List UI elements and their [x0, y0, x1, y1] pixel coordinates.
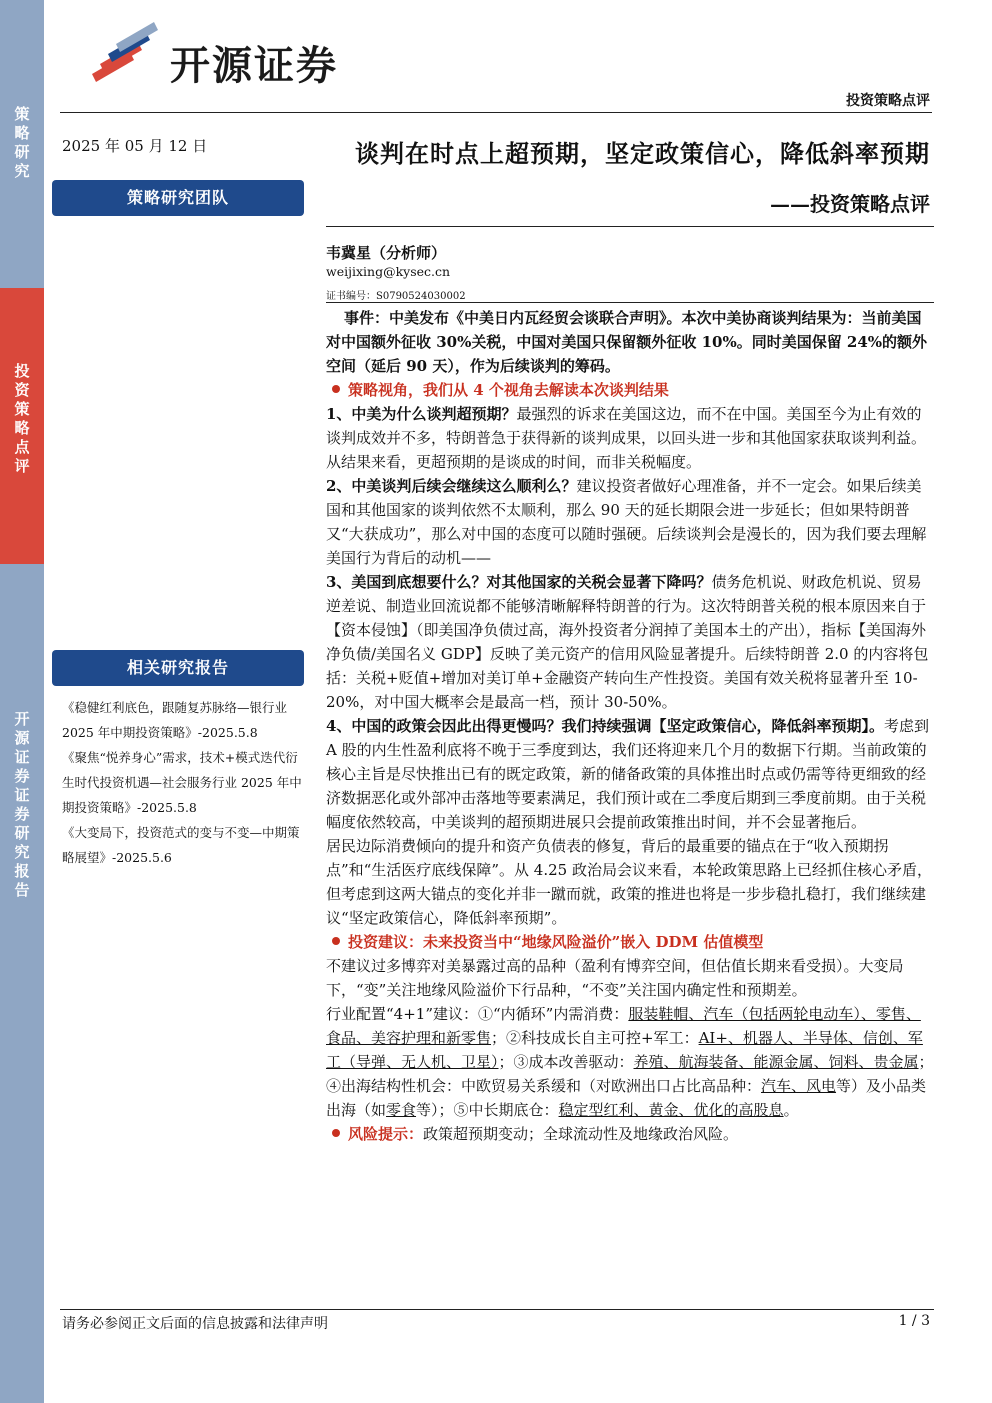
question-1: 1、中美为什么谈判超预期？ [326, 405, 517, 423]
footer-divider [60, 1309, 934, 1310]
header-divider [60, 112, 932, 113]
question-1-paragraph [326, 402, 934, 474]
risk-paragraph [326, 1122, 934, 1146]
question-2-paragraph [326, 474, 934, 570]
related-report-item[interactable]: 《聚焦“悦养身心”需求，技术+模式迭代衍生时代投资机遇—社会服务行业 2025 年中期投资策略》-2025.5.8 [62, 750, 302, 815]
event-paragraph: 事件：中美发布《中美日内瓦经贸会谈联合声明》。本次中美协商谈判结果为：当前美国对中国额外征收 30%关税，中国对美国只保留额外征收 10%。同时美国保留 24%的额外空间（延后 90 天），作为后续谈判的筹码。 [326, 309, 928, 375]
related-reports-list [62, 695, 310, 870]
answer-1: 最强烈的诉求在美国这边，而不在中国。美国至今为止有效的谈判成效并不多，特朗普急于获得新的谈判成果，以回头进一步和其他国家获取谈判利益。从结果来看，更超预期的是谈成的时间，而非关税幅度。 [326, 405, 927, 471]
footer-disclaimer: 请务必参阅正文后面的信息披露和法律声明 [62, 1316, 328, 1332]
answer-4: 考虑到 A 股的内生性盈利底将不晚于三季度到达，我们还将迎来几个月的数据下行期。当前政策的核心主旨是尽快推出已有的既定政策，新的储备政策的具体推出时点或仍需等待更细致的经济数据恶化或外部冲击落地等要素满足，我们预计或在二季度后期到三季度前期。由于关税幅度依然较高，中美谈判的超预期进展只会提前政策推出时间，并不会显著拖后。 [326, 717, 929, 831]
question-4: 4、中国的政策会因此出得更慢吗？我们持续强调【坚定政策信心，降低斜率预期】。 [326, 717, 884, 735]
report-body [326, 306, 934, 1146]
bullet-dot-icon [332, 1129, 340, 1137]
question-3: 3、美国到底想要什么？对其他国家的关税会显著下降吗？ [326, 573, 712, 591]
report-subtitle: ——投资策略点评 [770, 192, 930, 216]
team-heading: 策略研究团队 [52, 180, 304, 216]
brand-name: 开源证券 [170, 43, 338, 89]
allocation-paragraph: 行业配置“4+1”建议：①“内循环”内需消费：服装鞋帽、汽车（包括两轮电动车）、零售、食品、美容护理和新零售；②科技成长自主可控+军工：AI+、机器人、半导体、信创、军工（导弹、无人机、卫星）；③成本改善驱动：养殖、航海装备、能源金属、饲料、贵金属；④出海结构性机会：中欧贸易关系缓和（对欧洲出口占比高品种：汽车、风电等）及小品类出海（如零食等）；⑤中长期底仓：稳定型红利、黄金、优化的高股息。 [326, 1005, 934, 1119]
author-email[interactable]: weijixing@kysec.cn [326, 264, 451, 279]
consumption-paragraph: 居民边际消费倾向的提升和资产负债表的修复，背后的最重要的锚点在于“收入预期拐点”和“生活医疗底线保障”。从 4.25 政治局会议来看，本轮政策思路上已经抓住核心矛盾，但考虑到这两大锚点的变化并非一蹴而就，政策的推进也将是一步步稳扎稳打，我们继续建议“坚定政策信心，降低斜率预期”。 [326, 837, 932, 927]
bullet-strategy: 策略视角，我们从 4 个视角去解读本次谈判结果 [326, 378, 934, 402]
risk-label: 风险提示： [348, 1125, 424, 1143]
author-name: 韦冀星（分析师） [326, 244, 447, 262]
bullet-investment: 投资建议：未来投资当中“地缘风险溢价”嵌入 DDM 估值模型 [326, 930, 934, 954]
investment-paragraph: 不建议过多博弈对美暴露过高的品种（盈利有博弈空间，但估值长期来看受损）。大变局下，“变”关注地缘风险溢价下行品种，“不变”关注国内确定性和预期差。 [326, 957, 904, 999]
risk-text: 政策超预期变动；全球流动性及地缘政治风险。 [423, 1125, 739, 1143]
sidebar [0, 0, 44, 1403]
question-4-paragraph [326, 714, 934, 834]
author-cert: 证书编号：S0790524030002 [326, 291, 466, 302]
related-report-item[interactable]: 《大变局下，投资范式的变与不变—中期策略展望》-2025.5.6 [62, 825, 300, 865]
sidebar-section-strategy: 策略研究 [0, 0, 44, 288]
related-report-item[interactable]: 《稳健红利底色，跟随复苏脉络—银行业 2025 年中期投资策略》-2025.5.8 [62, 700, 288, 740]
sidebar-section-report-type: 投资策略点评 [0, 288, 44, 564]
question-2: 2、中美谈判后续会继续这么顺利么？ [326, 477, 577, 495]
answer-2: 建议投资者做好心理准备，并不一定会。如果后续美国和其他国家的谈判依然不太顺利，那么 90 天的延长期限会进一步延长；但如果特朗普又“大获成功”，那么对中国的态度可以随时强硬。后续谈判会是漫长的，因为我们要去理解美国行为背后的动机—— [326, 477, 927, 567]
question-3-paragraph [326, 570, 934, 714]
report-date: 2025 年 05 月 12 日 [62, 137, 208, 155]
sidebar-section-brand: 开源证券 证券研究报告 [0, 564, 44, 1403]
bullet-dot-icon [332, 385, 340, 393]
report-title: 谈判在时点上超预期，坚定政策信心，降低斜率预期 [355, 139, 930, 168]
page-number: 1 / 3 [898, 1313, 930, 1329]
title-divider [326, 226, 934, 227]
report-type-tag: 投资策略点评 [846, 93, 930, 109]
bullet-dot-icon [332, 937, 340, 945]
answer-3: 债务危机说、财政危机说、贸易逆差说、制造业回流说都不能够清晰解释特朗普的行为。这次特朗普关税的根本原因来自于【资本侵蚀】（即美国净负债过高，海外投资者分润掉了美国本土的产出），指标【美国海外净负债/美国名义 GDP】反映了美元资产的信用风险显著提升。后续特朗普 2.0 的内容将包括：关税+贬值+增加对美订单+金融资产转向生产性投资。美国有效关税将显著升至 10-20%，对中国大概率会是最高一档，预计 30-50%。 [326, 573, 929, 711]
author-divider [326, 302, 934, 303]
related-heading: 相关研究报告 [52, 650, 304, 686]
